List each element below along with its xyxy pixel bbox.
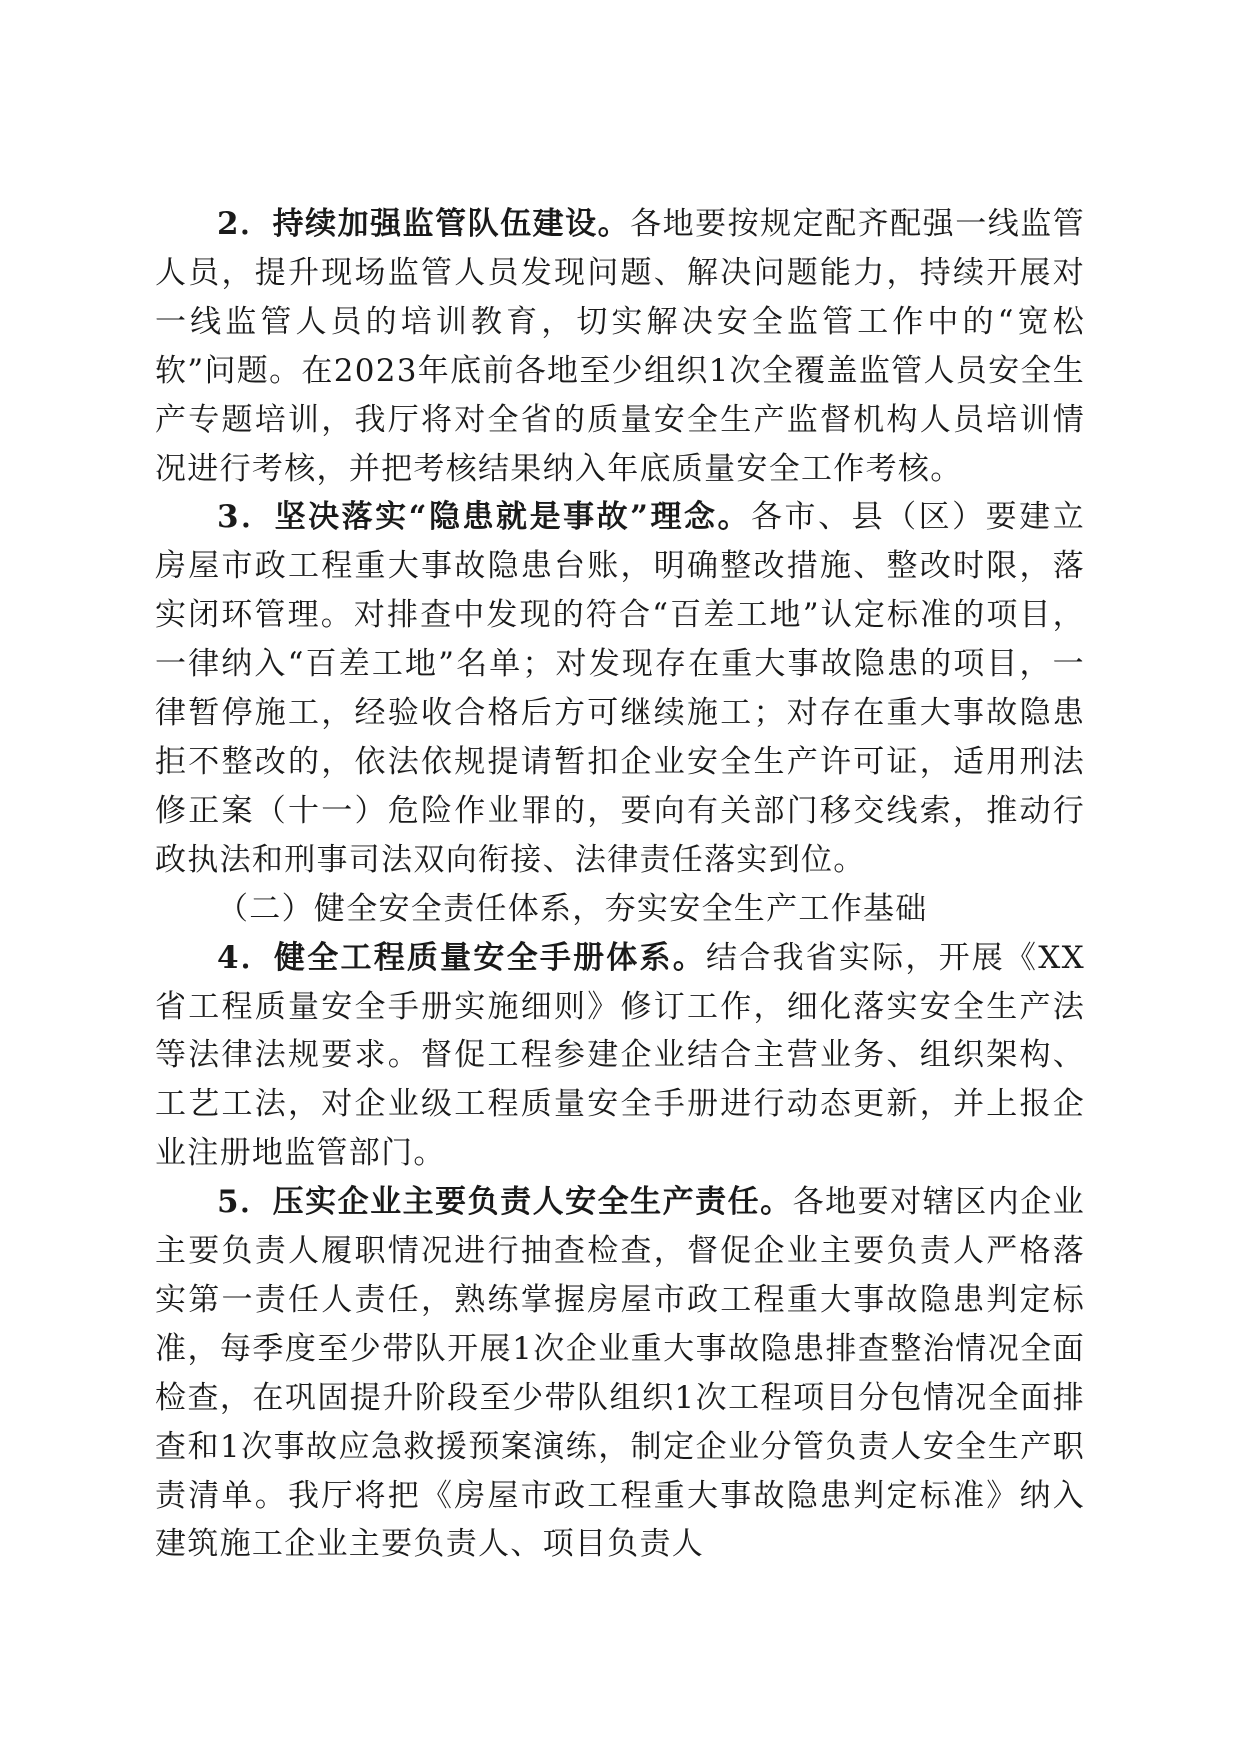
paragraph-heading: 4．健全工程质量安全手册体系。 [217,939,706,976]
paragraph-heading: 5．压实企业主要负责人安全生产责任。 [217,1184,793,1221]
paragraph-item-3 [155,493,1085,884]
paragraph-item-4 [155,934,1085,1179]
paragraph-body: 各地要按规定配齐配强一线监管人员，提升现场监管人员发现问题、解决问题能力，持续开展对一线监管人员的培训教育，切实解决安全监管工作中的“宽松软”问题。在2023年底前各地至少组织1次全覆盖监管人员安全生产专题培训，我厅将对全省的质量安全生产监督机构人员培训情况进行考核，并把考核结果纳入年底质量安全工作考核。 [155,206,1086,487]
section-heading: （二）健全安全责任体系，夯实安全生产工作基础 [217,890,928,927]
paragraph-body: 各地要对辖区内企业主要负责人履职情况进行抽查检查，督促企业主要负责人严格落实第一责任人责任，熟练掌握房屋市政工程重大事故隐患判定标准，每季度至少带队开展1次企业重大事故隐患排查整治情况全面检查，在巩固提升阶段至少带队组织1次工程项目分包情况全面排查和1次事故应急救援预案演练，制定企业分管负责人安全生产职责清单。我厅将把《房屋市政工程重大事故隐患判定标准》纳入建筑施工企业主要负责人、项目负责人 [155,1184,1086,1563]
paragraph-heading: 2．持续加强监管队伍建设。 [217,206,631,242]
document-page [155,200,1085,1569]
paragraph-item-2 [155,200,1085,493]
paragraph-item-5 [155,1178,1085,1569]
paragraph-heading: 3．坚决落实“隐患就是事故”理念。 [217,499,752,536]
paragraph-body: 各市、县（区）要建立房屋市政工程重大事故隐患台账，明确整改措施、整改时限，落实闭环管理。对排查中发现的符合“百差工地”认定标准的项目，一律纳入“百差工地”名单；对发现存在重大事故隐患的项目，一律暂停施工，经验收合格后方可继续施工；对存在重大事故隐患拒不整改的，依法依规提请暂扣企业安全生产许可证，适用刑法修正案（十一）危险作业罪的，要向有关部门移交线索，推动行政执法和刑事司法双向衔接、法律责任落实到位。 [155,499,1085,878]
paragraph-body: 结合我省实际，开展《XX省工程质量安全手册实施细则》修订工作，细化落实安全生产法等法律法规要求。督促工程参建企业结合主营业务、组织架构、工艺工法，对企业级工程质量安全手册进行动态更新，并上报企业注册地监管部门。 [155,939,1085,1172]
